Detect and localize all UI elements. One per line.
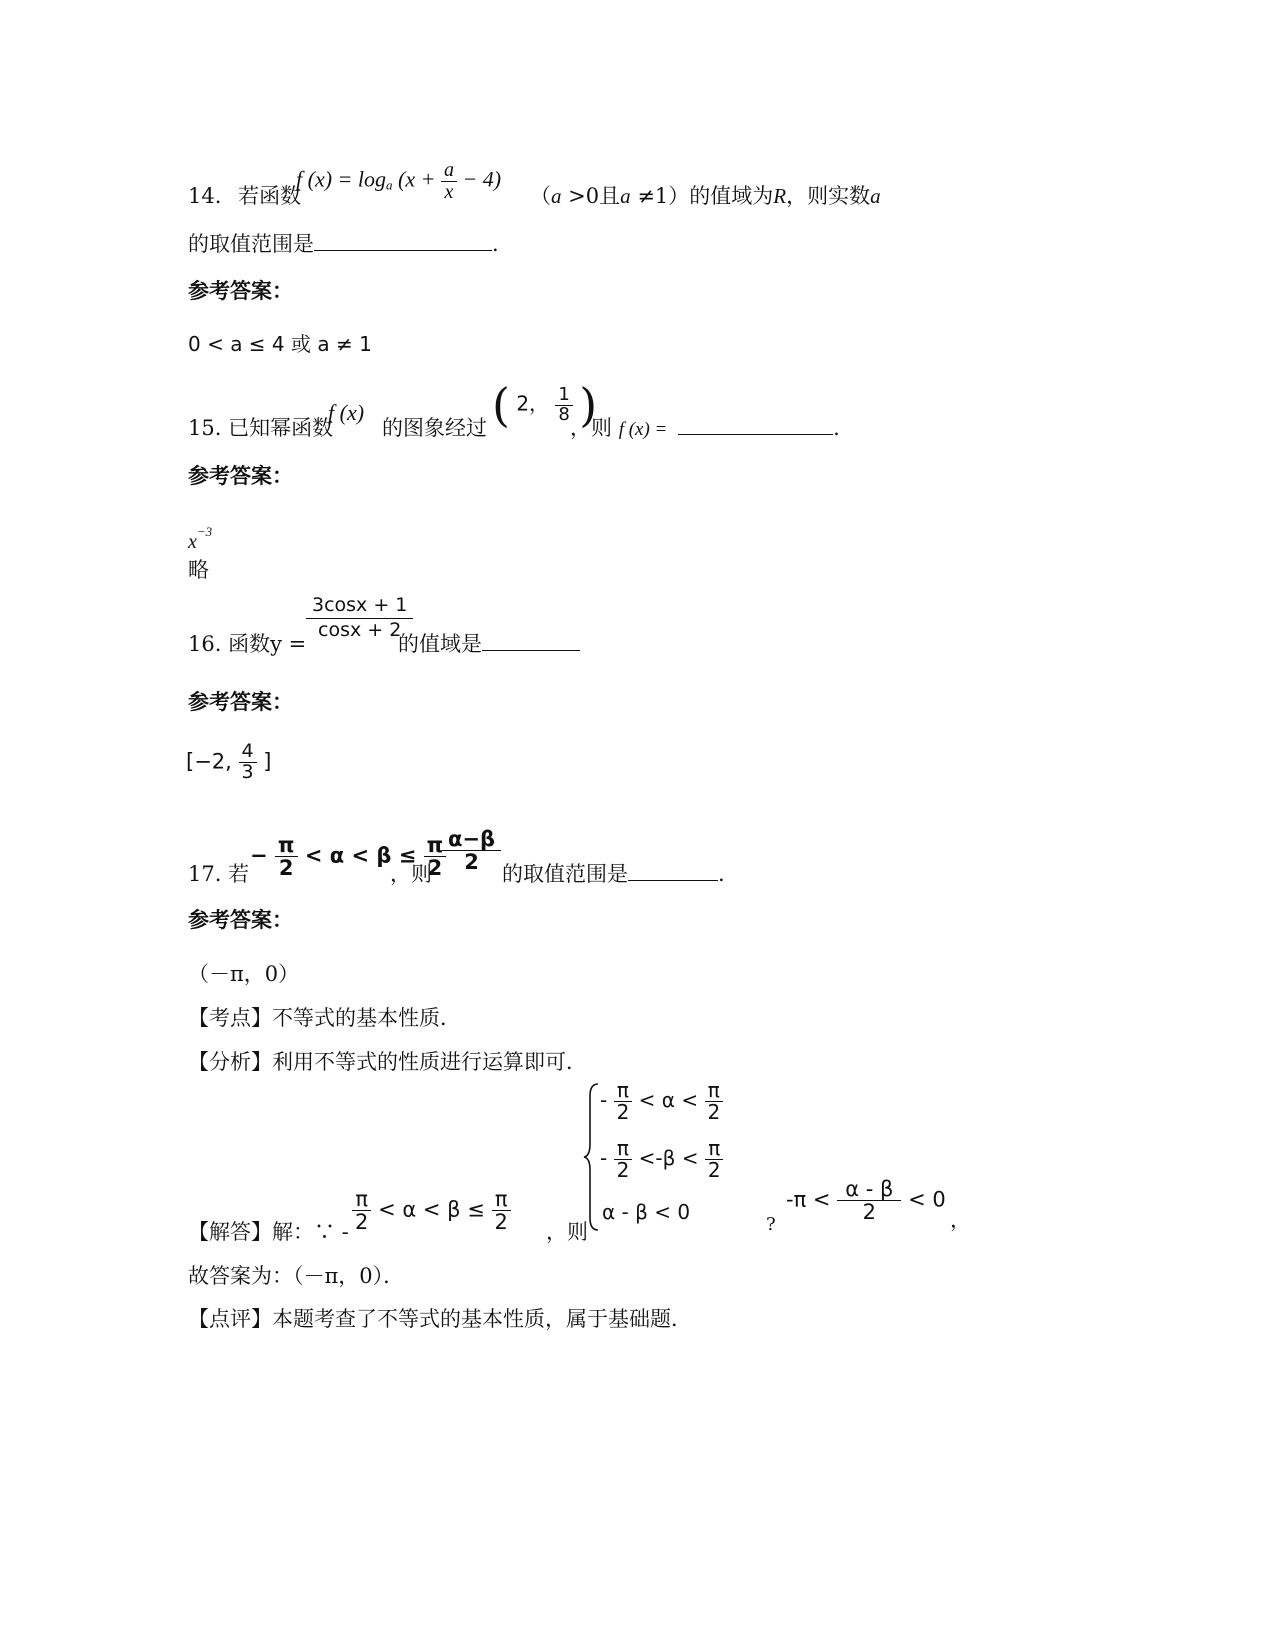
q15-text2: 的图象经过 (382, 416, 487, 440)
q16-line: 16. 函数y = (188, 632, 307, 656)
q17-fenxi: 【分析】利用不等式的性质进行运算即可． (188, 1050, 587, 1074)
q17-ref-label: 参考答案： (188, 908, 293, 932)
q17-jieda-condition: $\frac{\pi}{2}$ < α < β ≤ $\frac{\pi}{2}$ (352, 1188, 511, 1233)
q14-line2: 的取值范围是 . (188, 232, 499, 256)
q17-tail: 的取值范围是 . (502, 862, 725, 886)
q15-ref-label: 参考答案： (188, 464, 293, 488)
q14-ref-label: 参考答案： (188, 279, 293, 303)
q17-conclusion: 故答案为：（－π，0）． (188, 1264, 405, 1288)
q16-fraction: $\frac{3\cos x + 1}{\cos x + 2}$ (306, 596, 413, 641)
q14-answer-blank (314, 230, 492, 251)
q17-pingjia: 【点评】本题考查了不等式的基本性质，属于基础题． (188, 1307, 692, 1331)
q14-answer: 0 < a ≤ 4 或 a ≠ 1 (188, 332, 372, 356)
system-row-1: - $\frac{\pi}{2}$ < α < $\frac{\pi}{2}$ (600, 1080, 723, 1123)
q17-answer-blank (628, 860, 718, 881)
q15-point: ( 2， $\frac{1}{8}$ ) (492, 378, 598, 432)
q17-jieda-then: ，则 (546, 1220, 588, 1244)
q15-fx: f (x) (328, 400, 365, 425)
q14-text: 若函数 (238, 184, 302, 208)
q14-formula-fraction: $\frac{a}{x}$ (441, 160, 457, 203)
q15-line: 15. 已知幂函数 (188, 416, 334, 440)
q14-formula: f $(x) = \log_a (x$ + $\frac{a}{x}$ − 4) (296, 159, 502, 203)
q17-result: -π < $\frac{\alpha - \beta}{2}$ < 0 (786, 1177, 946, 1225)
q16-answer-blank (482, 630, 580, 651)
q17-qmark: ? (766, 1214, 776, 1235)
q15-note: 略 (188, 558, 209, 582)
q16-tail: 的值域是 (398, 630, 580, 658)
system-row-3: α - β < 0 (602, 1200, 691, 1224)
q17-comma: ， (950, 1208, 971, 1232)
q14-condition: （a >0且a ≠1）的值域为R，则实数a (530, 184, 881, 208)
q17-condition: − $\frac{\pi}{2}$ < α < β ≤ $\frac{\pi}{2}$ (250, 834, 446, 879)
q15-point-fraction: $\frac{1}{8}$ (555, 386, 572, 425)
q16-ref-label: 参考答案： (188, 690, 293, 714)
q17-kaodian: 【考点】不等式的基本性质． (188, 1006, 461, 1030)
system-row-2: - $\frac{\pi}{2}$ <-β < $\frac{\pi}{2}$ (600, 1138, 724, 1181)
q17-answer: （－π，0） (188, 962, 300, 986)
q15-tail: ，则 f (x) = . (570, 416, 840, 440)
q17-then: ，则 (390, 862, 432, 886)
q17-expression: $\frac{\alpha-\beta}{2}$ (442, 828, 501, 873)
q17-line: 17. 若 (188, 862, 250, 886)
q17-jieda-label: 【解答】解：∵ - (188, 1220, 349, 1244)
q16-answer: [−2, $\frac{4}{3}$ ] (186, 740, 272, 783)
system-brace (582, 1082, 602, 1232)
q15-answer: $x^{-3}$ (188, 524, 213, 553)
q15-answer-blank (678, 414, 833, 435)
q14-line1 (188, 182, 301, 210)
q14-number: 14. (188, 184, 222, 208)
